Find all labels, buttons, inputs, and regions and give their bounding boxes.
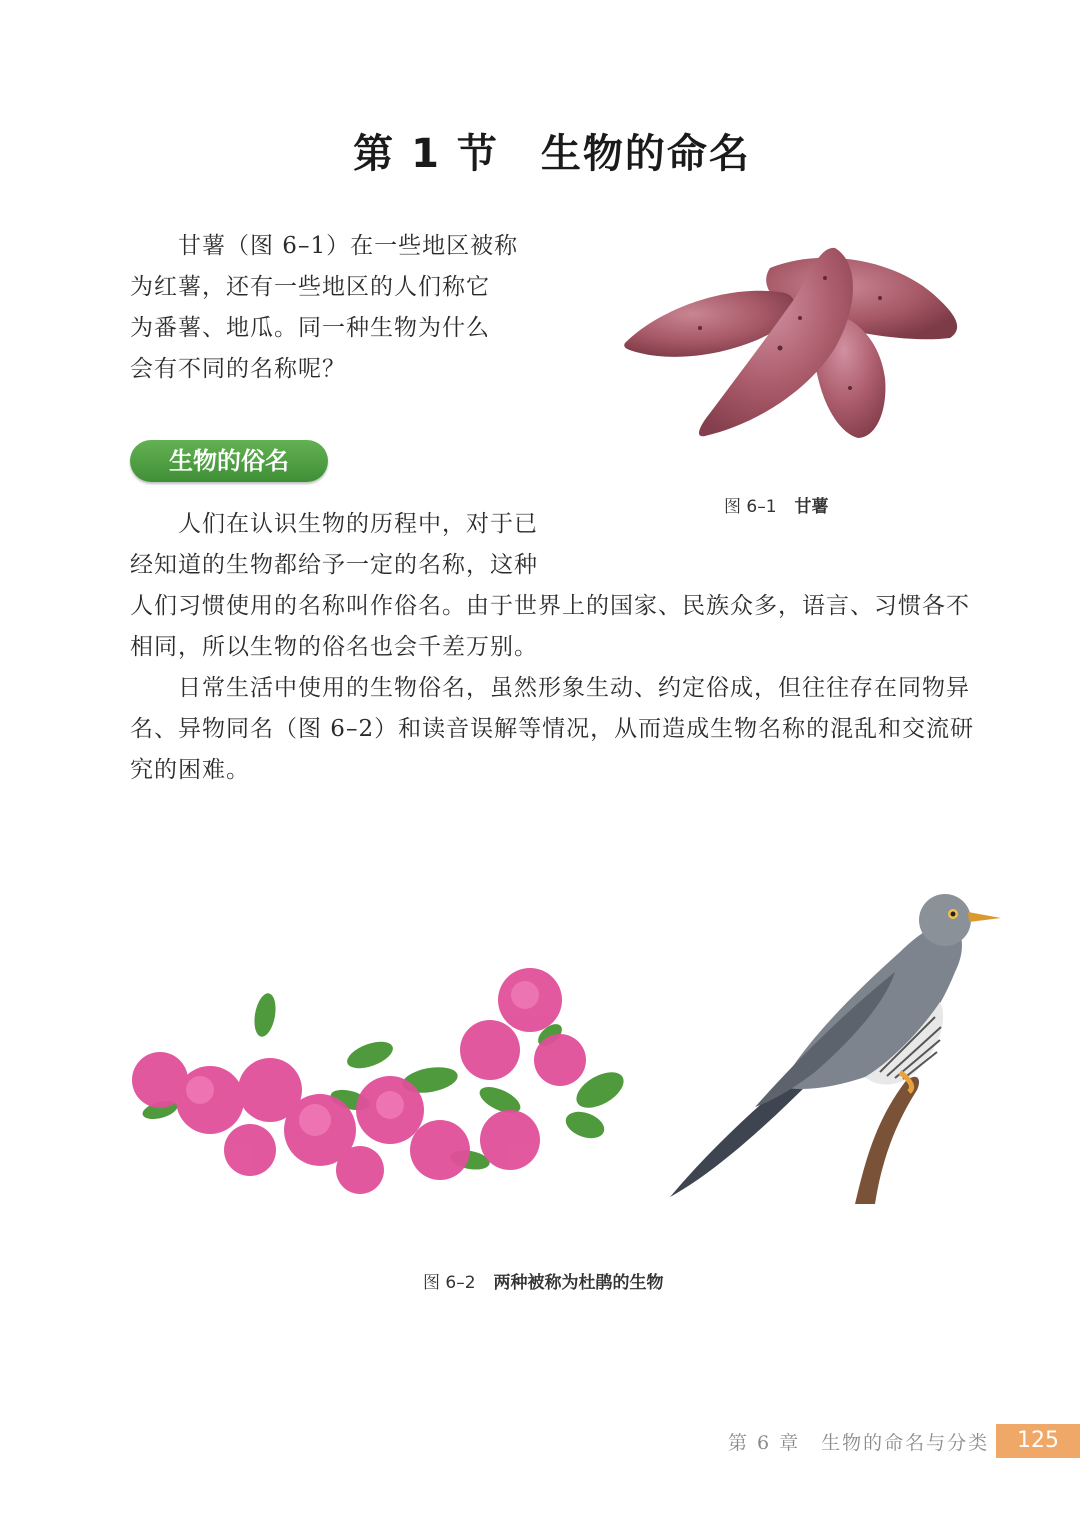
intro-line: 会有不同的名称呢？ bbox=[130, 356, 346, 382]
body-paragraph-2: 日常生活中使用的生物俗名，虽然形象生动、约定俗成，但往往存在同物异名、异物同名（图 6–2）和读音误解等情况，从而造成生物名称的混乱和交流研究的困难。 bbox=[130, 675, 975, 783]
azalea-flower-image bbox=[100, 940, 635, 1205]
body-text bbox=[130, 586, 978, 791]
figure-title: 两种被称为杜鹃的生物 bbox=[493, 1273, 664, 1293]
chapter-footer: 第 6 章 生物的命名与分类 bbox=[728, 1432, 990, 1454]
figure-number: 图 6–2 bbox=[423, 1273, 476, 1293]
figure-caption bbox=[423, 1268, 664, 1293]
figure-title: 甘薯 bbox=[794, 497, 829, 517]
cuckoo-bird-image bbox=[665, 892, 1005, 1204]
intro-line: 甘薯（图 6–1）在一些地区被称 bbox=[178, 233, 519, 259]
body-line: 经知道的生物都给予一定的名称，这种 bbox=[130, 552, 538, 578]
intro-line: 为红薯，还有一些地区的人们称它 bbox=[130, 274, 490, 300]
figure-caption bbox=[724, 492, 829, 517]
body-line: 人们在认识生物的历程中，对于已 bbox=[178, 511, 538, 537]
body-paragraph-1-rest: 人们习惯使用的名称叫作俗名。由于世界上的国家、民族众多，语言、习惯各不相同，所以生物的俗名也会千差万别。 bbox=[130, 593, 970, 660]
intro-paragraph bbox=[130, 226, 600, 390]
sweet-potato-image bbox=[620, 238, 965, 448]
page-number: 125 bbox=[996, 1424, 1080, 1458]
body-paragraph-1-start bbox=[130, 504, 570, 586]
page-title: 第 1 节 生物的命名 bbox=[353, 131, 751, 177]
intro-line: 为番薯、地瓜。同一种生物为什么 bbox=[130, 315, 490, 341]
figure-number: 图 6–1 bbox=[724, 497, 777, 517]
section-heading: 生物的俗名 bbox=[130, 440, 328, 482]
